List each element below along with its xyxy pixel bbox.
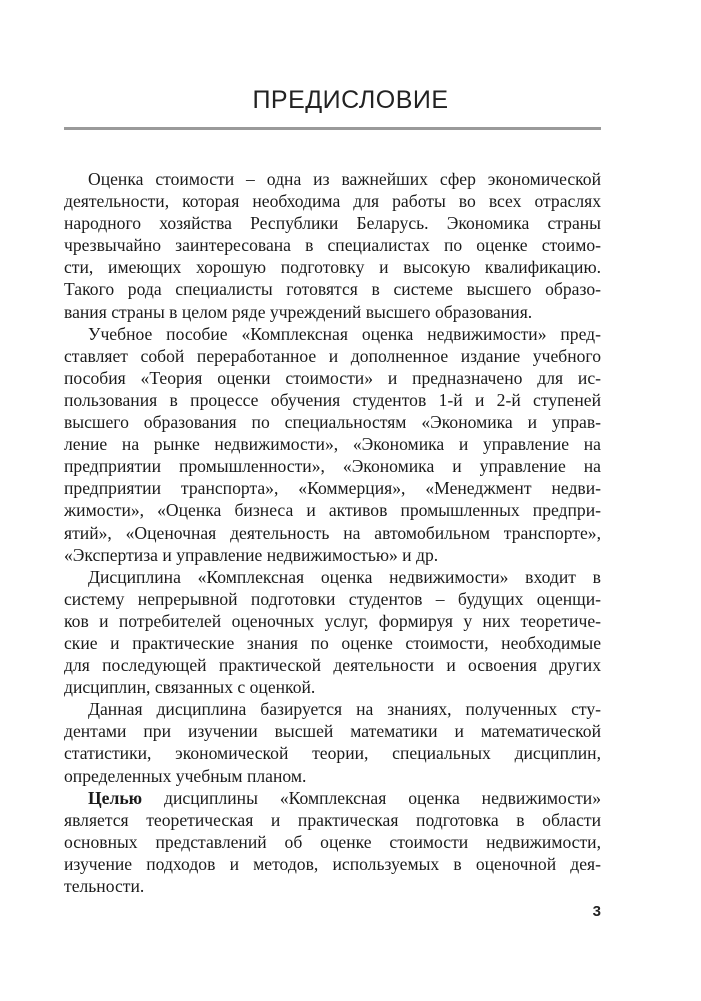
text-line: пользования в процессе обучения студентов 1-й и 2-й ступеней	[64, 389, 601, 410]
text-line: систему непрерывной подготовки студентов – будущих оценщи-	[64, 588, 601, 609]
text-line: определенных учебным планом.	[64, 765, 307, 786]
page-number: 3	[592, 903, 601, 920]
paragraph-3	[64, 566, 601, 699]
text-line: высшего образования по специальностям «Экономика и управ-	[64, 412, 601, 433]
text-line: изучение подходов и методов, используемых в оценочной дея-	[64, 853, 601, 874]
text-line: Данная дисциплина базируется на знаниях, полученных сту-	[88, 699, 601, 720]
text-line: тельности.	[64, 876, 145, 896]
text-line: ставляет собой переработанное и дополненное издание учебного	[64, 345, 601, 366]
text-line: деятельности, которая необходима для работы во всех отраслях	[64, 191, 601, 212]
text-line: «Экспертиза и управление недвижимостью» и др.	[64, 544, 439, 565]
text-line: дентами при изучении высшей математики и математической	[64, 721, 601, 742]
text-line: Такого рода специалисты готовятся в системе высшего образо-	[64, 279, 601, 300]
text-line: вания страны в целом ряде учреждений высшего образования.	[64, 301, 533, 322]
text-line: предприятии транспорта», «Коммерция», «Менеджмент недви-	[64, 478, 601, 499]
bold-term: Целью	[88, 787, 143, 808]
text-line: Дисциплина «Комплексная оценка недвижимости» входит в	[88, 566, 601, 587]
text-line: народного хозяйства Республики Беларусь. Экономика страны	[64, 213, 601, 234]
text-line: Оценка стоимости – одна из важнейших сфер экономической	[88, 169, 601, 189]
paragraph-5	[64, 787, 601, 897]
text-line: ские и практические знания по оценке стоимости, необходимые	[64, 632, 601, 653]
text-run: дисциплины «Комплексная оценка недвижимости»	[142, 787, 601, 808]
text-line: ление на рынке недвижимости», «Экономика и управление на	[64, 434, 601, 455]
text-line: Учебное пособие «Комплексная оценка недвижимости» пред-	[88, 323, 601, 344]
paragraph-4	[64, 698, 601, 786]
text-line: пособия «Теория оценки стоимости» и предназначено для ис-	[64, 367, 601, 388]
text-line: статистики, экономической теории, специальных дисциплин,	[64, 743, 601, 764]
text-line: предприятии промышленности», «Экономика и управление на	[64, 456, 601, 477]
text-line: основных представлений об оценке стоимости недвижимости,	[64, 831, 601, 852]
text-line: жимости», «Оценка бизнеса и активов промышленных предпри-	[64, 500, 601, 521]
text-line: ятий», «Оценочная деятельность на автомобильном транспорте»,	[64, 522, 601, 543]
preface-body	[64, 168, 601, 897]
text-line: ков и потребителей оценочных услуг, формируя у них теоретиче-	[64, 610, 601, 631]
text-line: является теоретическая и практическая подготовка в области	[64, 809, 601, 830]
title-underline	[64, 127, 601, 130]
text-line: для последующей практической деятельности и освоения других	[64, 655, 601, 676]
paragraph-1	[64, 168, 601, 323]
text-line	[64, 787, 601, 809]
paragraph-2	[64, 323, 601, 566]
text-line: сти, имеющих хорошую подготовку и высокую квалификацию.	[64, 257, 601, 278]
text-line: чрезвычайно заинтересована в специалистах по оценке стоимо-	[64, 235, 601, 256]
text-line: дисциплин, связанных с оценкой.	[64, 677, 316, 698]
page-title: ПРЕДИСЛОВИЕ	[252, 86, 449, 114]
